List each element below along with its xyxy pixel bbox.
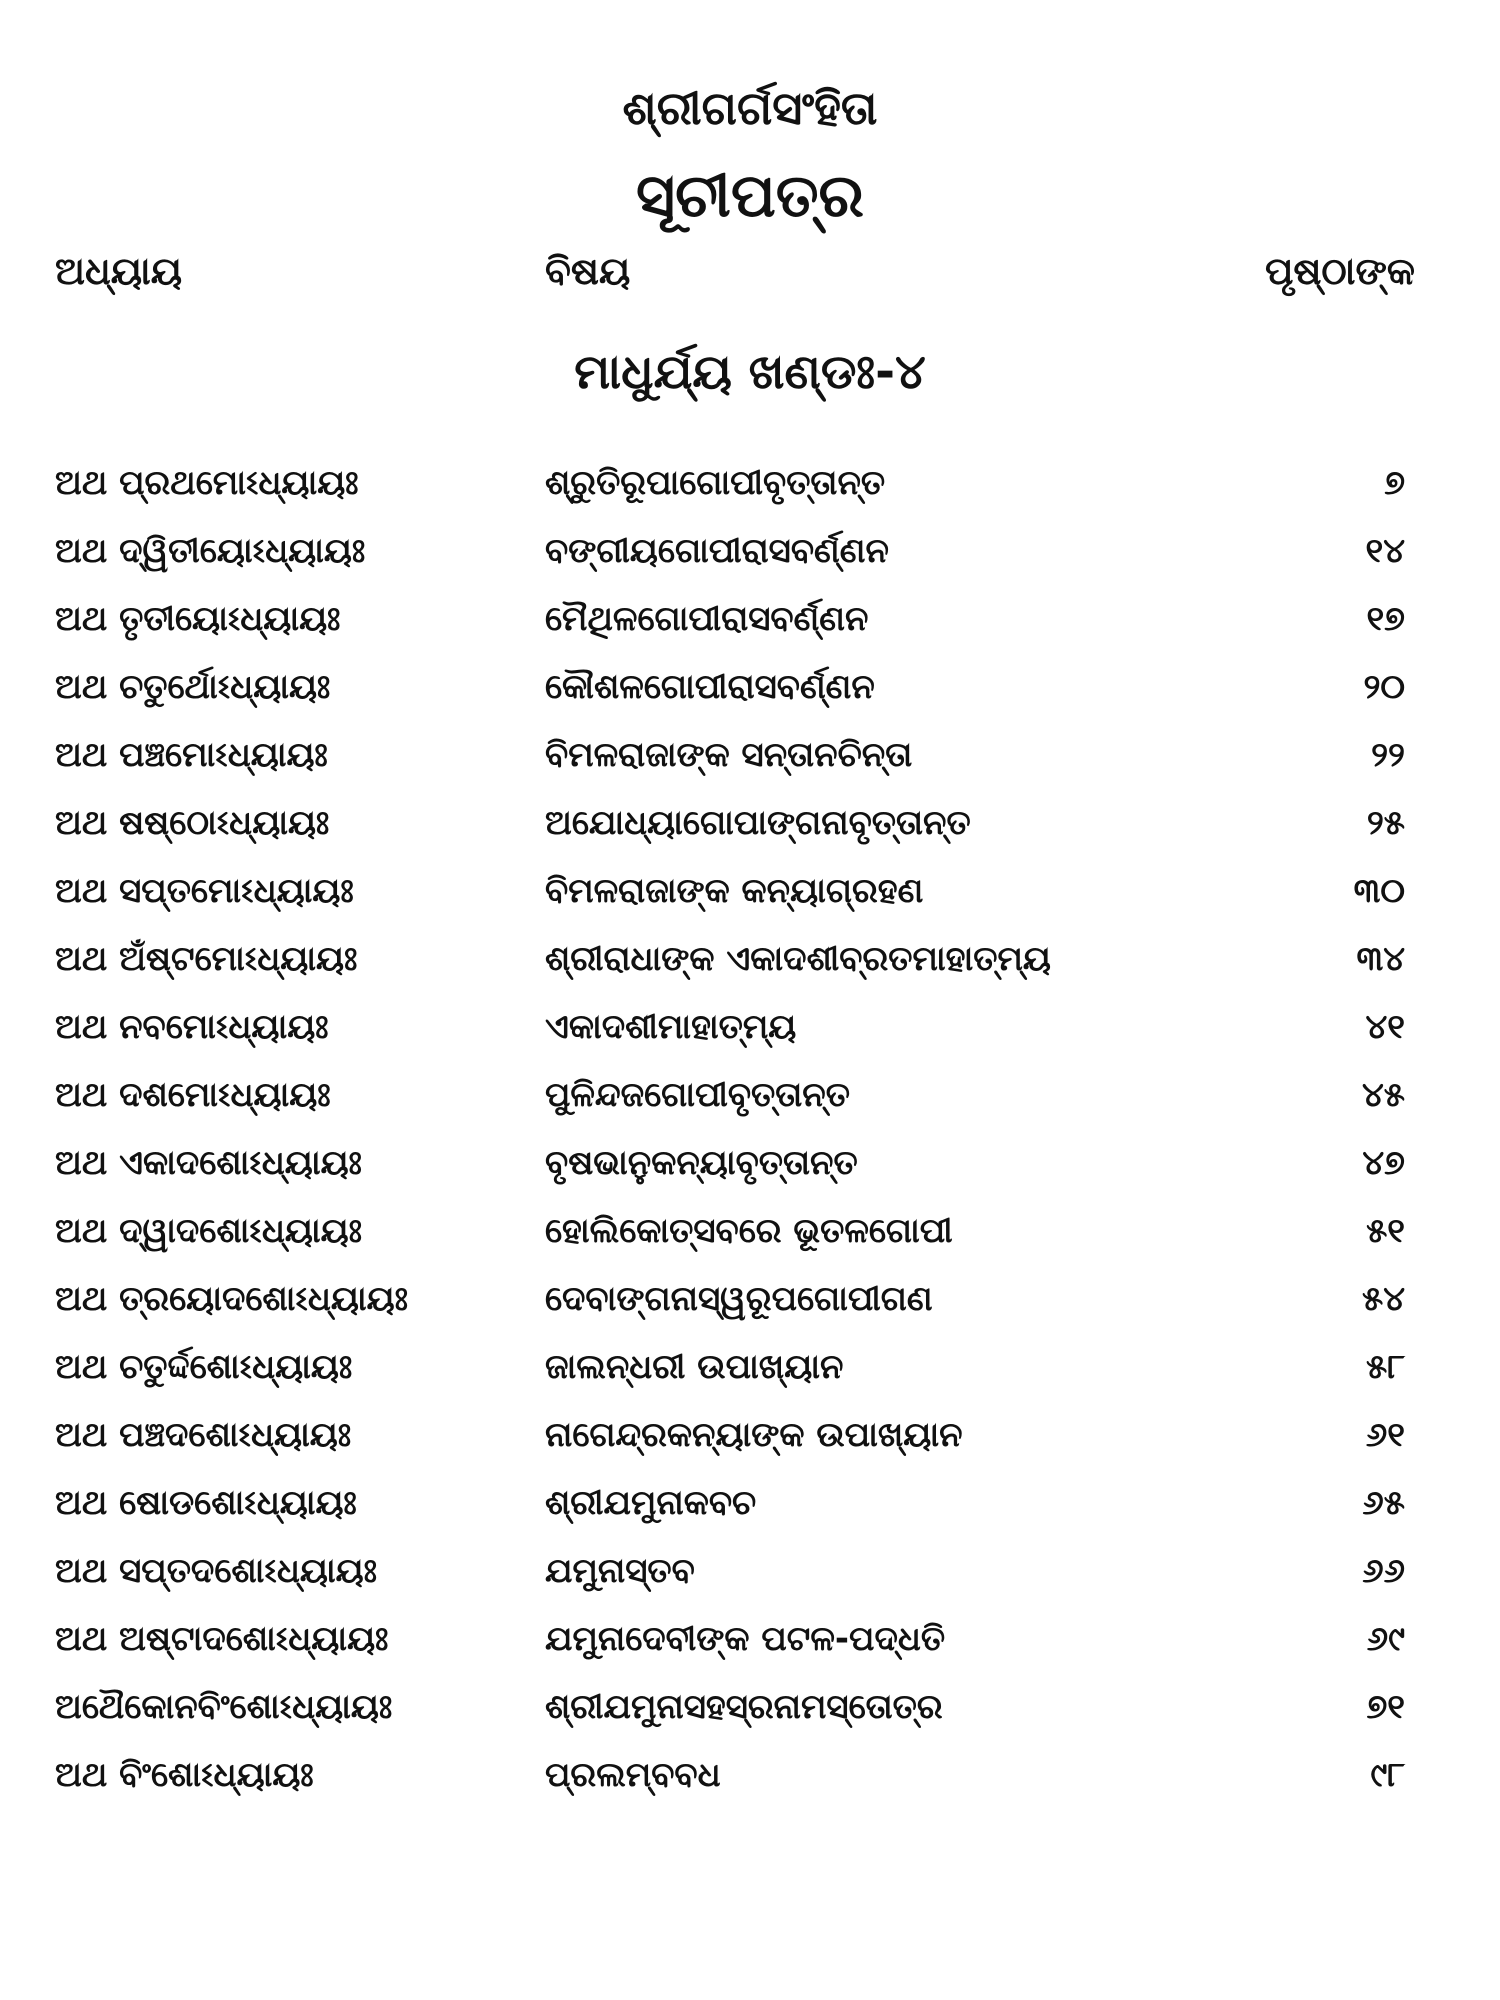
- toc-row: [0, 659, 1500, 727]
- toc-page-number: ୨୫: [1366, 803, 1405, 843]
- toc-page-number: ୬୧: [1365, 1415, 1405, 1455]
- toc-page-number: ୯୮: [1370, 1755, 1405, 1795]
- toc-subject: ଶ୍ରୀରାଧାଙ୍କ ଏକାଦଶୀବ୍ରତମାହାତ୍ମ୍ୟ: [545, 939, 1051, 979]
- toc-chapter: ଅଥ ଷଷ୍ଠୋଽଧ୍ୟାୟଃ: [55, 803, 330, 843]
- toc-chapter: ଅଥ ପଞ୍ଚମୋଽଧ୍ୟାୟଃ: [55, 735, 328, 775]
- toc-page-number: ୨୨: [1371, 735, 1405, 775]
- toc-chapter: ଅଥ ନବମୋଽଧ୍ୟାୟଃ: [55, 1007, 329, 1047]
- toc-page-number: ୬୬: [1362, 1551, 1405, 1591]
- toc-subject: ଜାଲନ୍ଧରୀ ଉପାଖ୍ୟାନ: [545, 1347, 844, 1387]
- toc-chapter: ଅଥ ପ୍ରଥମୋଽଧ୍ୟାୟଃ: [55, 463, 359, 503]
- toc-subject: ବଙ୍ଗୀୟଗୋପୀରାସବର୍ଣ୍ଣନ: [545, 531, 889, 571]
- toc-chapter: ଅଥ ଅଷ୍ଟାଦଶୋଽଧ୍ୟାୟଃ: [55, 1619, 389, 1659]
- toc-row: [0, 1611, 1500, 1679]
- toc-subject: ବିମଳରାଜାଙ୍କ କନ୍ୟାଗ୍ରହଣ: [545, 871, 924, 911]
- toc-chapter: ଅଥ ବିଂଶୋଽଧ୍ୟାୟଃ: [55, 1755, 314, 1795]
- toc-row: [0, 1747, 1500, 1815]
- toc-chapter: ଅଥ ତୃତୀୟୋଽଧ୍ୟାୟଃ: [55, 599, 341, 639]
- toc-chapter: ଅଥ ଦଶମୋଽଧ୍ୟାୟଃ: [55, 1075, 331, 1115]
- toc-chapter: ଅଥ ଚତୁର୍ଦ୍ଦଶୋଽଧ୍ୟାୟଃ: [55, 1347, 353, 1387]
- toc-chapter: ଅଥ ଦ୍ୱାଦଶୋଽଧ୍ୟାୟଃ: [55, 1211, 362, 1251]
- toc-page-number: ୪୭: [1362, 1143, 1405, 1183]
- toc-subject: ଶ୍ରୀଯମୁନାକବଚ: [545, 1483, 757, 1523]
- toc-row: [0, 795, 1500, 863]
- toc-page-number: ୫୪: [1361, 1279, 1405, 1319]
- toc-page-number: ୫୮: [1366, 1347, 1405, 1387]
- toc-page-number: ୪୫: [1361, 1075, 1405, 1115]
- toc-subject: ଶ୍ରୁତିରୂପାଗୋପୀବୃତ୍ତାନ୍ତ: [545, 463, 886, 503]
- toc-subject: ନାଗେନ୍ଦ୍ରକନ୍ୟାଙ୍କ ଉପାଖ୍ୟାନ: [545, 1415, 963, 1455]
- toc-subject: ଏକାଦଶୀମାହାତ୍ମ୍ୟ: [545, 1007, 797, 1047]
- toc-row: [0, 1679, 1500, 1747]
- toc-page-number: ୩୦: [1353, 871, 1405, 911]
- toc-chapter: ଅଥ ଚତୁର୍ଥୋଽଧ୍ୟାୟଃ: [55, 667, 331, 707]
- toc-row: [0, 1067, 1500, 1135]
- toc-row: [0, 1407, 1500, 1475]
- toc-chapter: ଅଥ ଅଁଷ୍ଟମୋଽଧ୍ୟାୟଃ: [55, 939, 358, 979]
- toc-page-number: ୭୧: [1366, 1687, 1405, 1727]
- column-header-subject: ବିଷୟ: [545, 249, 631, 293]
- toc-subject: ଯମୁନାଦେବୀଙ୍କ ପଟଳ-ପଦ୍ଧତି: [545, 1619, 946, 1659]
- toc-chapter: ଅଥ ସପ୍ତମୋଽଧ୍ୟାୟଃ: [55, 871, 354, 911]
- toc-page-number: ୨୦: [1363, 667, 1405, 707]
- toc-subject: ପୁଳିନ୍ଦଜଗୋପୀବୃତ୍ତାନ୍ତ: [545, 1075, 850, 1115]
- toc-row: [0, 727, 1500, 795]
- toc-page-number: ୫୧: [1366, 1211, 1405, 1251]
- toc-row: [0, 863, 1500, 931]
- toc-row: [0, 523, 1500, 591]
- toc-subject: ହୋଲିକୋତ୍ସବରେ ଭୂତଳଗୋପୀ: [545, 1211, 953, 1251]
- toc-subject: ବିମଳରାଜାଙ୍କ ସନ୍ତାନଚିନ୍ତା: [545, 735, 913, 775]
- toc-row: [0, 1203, 1500, 1271]
- toc-row: [0, 1271, 1500, 1339]
- toc-row: [0, 455, 1500, 523]
- toc-row: [0, 591, 1500, 659]
- toc-page-number: ୭: [1384, 463, 1405, 503]
- toc-title: ସୂଚୀପତ୍ର: [636, 161, 864, 231]
- toc-chapter: ଅଥୈକୋନବିଂଶୋଽଧ୍ୟାୟଃ: [55, 1687, 393, 1727]
- toc-chapter: ଅଥ ଏକାଦଶୋଽଧ୍ୟାୟଃ: [55, 1143, 362, 1183]
- toc-subject: ପ୍ରଲମ୍ବବଧ: [545, 1755, 721, 1795]
- toc-row: [0, 1475, 1500, 1543]
- toc-row: [0, 1543, 1500, 1611]
- toc-row: [0, 999, 1500, 1067]
- toc-page-number: ୬୫: [1362, 1483, 1405, 1523]
- toc-chapter: ଅଥ ଷୋଡଶୋଽଧ୍ୟାୟଃ: [55, 1483, 357, 1523]
- toc-chapter: ଅଥ ଦ୍ୱିତୀୟୋଽଧ୍ୟାୟଃ: [55, 531, 366, 571]
- toc-subject: ଦେବାଙ୍ଗନାସ୍ୱରୂପଗୋପୀଗଣ: [545, 1279, 933, 1319]
- toc-page-number: ୪୧: [1365, 1007, 1405, 1047]
- toc-subject: ମୈଥିଳଗୋପୀରାସବର୍ଣ୍ଣନ: [545, 599, 869, 639]
- book-title: ଶ୍ରୀଗର୍ଗସଂହିତା: [622, 81, 878, 135]
- toc-subject: ଯମୁନାସ୍ତବ: [545, 1551, 695, 1591]
- toc-page-number: ୬୯: [1366, 1619, 1405, 1659]
- toc-row: [0, 1135, 1500, 1203]
- toc-subject: କୌଶଳଗୋପୀରାସବର୍ଣ୍ଣନ: [545, 667, 875, 707]
- toc-page-number: ୧୪: [1365, 531, 1405, 571]
- toc-row: [0, 931, 1500, 999]
- toc-list: [0, 455, 1500, 1815]
- toc-chapter: ଅଥ ପଞ୍ଚଦଶୋଽଧ୍ୟାୟଃ: [55, 1415, 352, 1455]
- toc-subject: ଶ୍ରୀଯମୁନାସହସ୍ରନାମସ୍ତୋତ୍ର: [545, 1687, 943, 1727]
- section-title: ମାଧୁର୍ଯ୍ୟ ଖଣ୍ଡଃ-୪: [574, 344, 926, 400]
- toc-chapter: ଅଥ ତ୍ରୟୋଦଶୋଽଧ୍ୟାୟଃ: [55, 1279, 408, 1319]
- column-header-page: ପୃଷ୍ଠାଙ୍କ: [1264, 249, 1415, 293]
- toc-page-number: ୧୭: [1366, 599, 1405, 639]
- toc-chapter: ଅଥ ସପ୍ତଦଶୋଽଧ୍ୟାୟଃ: [55, 1551, 377, 1591]
- toc-page-number: ୩୪: [1356, 939, 1405, 979]
- toc-subject: ଅଯୋଧ୍ୟାଗୋପାଙ୍ଗନାବୃତ୍ତାନ୍ତ: [545, 803, 971, 843]
- toc-subject: ବୃଷଭାନୁକନ୍ୟାବୃତ୍ତାନ୍ତ: [545, 1143, 858, 1183]
- column-header-chapter: ଅଧ୍ୟାୟ: [55, 249, 183, 293]
- toc-row: [0, 1339, 1500, 1407]
